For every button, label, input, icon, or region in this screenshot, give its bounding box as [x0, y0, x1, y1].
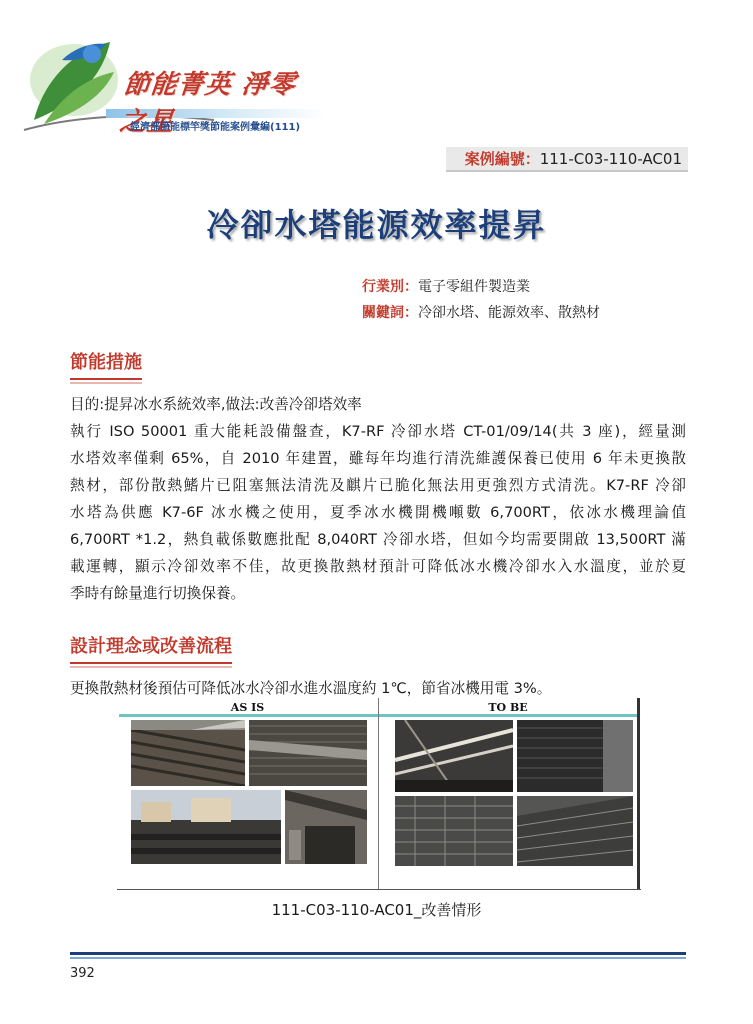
paragraph-line: 水塔效率僅剩 65%，自 2010 年建置，雖每年均進行清洗維護保養已使用 6 年未更換散 [70, 450, 686, 467]
paragraph-line: 6,700RT *1.2，熱負載係數應批配 8,040RT 冷卻水塔，但如今均需要開啟 13,500RT 滿 [70, 531, 686, 548]
case-number [446, 147, 688, 172]
paragraph-line: 目的:提昇冰水系統效率,做法:改善冷卻塔效率 [70, 396, 362, 413]
keywords-label: 關鍵詞： [362, 305, 418, 321]
as-is-photo-3 [131, 790, 281, 864]
as-is-photo-1 [131, 720, 245, 786]
to-be-photo-1 [395, 720, 513, 792]
logo-title: 節能菁英 淨零之星 [118, 70, 298, 137]
figure-divider [378, 698, 379, 889]
industry-value: 電子零組件製造業 [418, 279, 530, 295]
as-is-photo-2 [249, 720, 367, 786]
paragraph-line: 季時有餘量進行切換保養。 [70, 585, 246, 602]
case-number-label: 案例編號： [464, 150, 540, 168]
paragraph-line: 載運轉，顯示冷卻效率不佳，故更換散熱材預計可降低冰水機冷卻水入水溫度，並於夏 [70, 558, 686, 575]
figure-border [637, 698, 640, 889]
keywords-value: 冷卻水塔、能源效率、散熱材 [418, 305, 600, 321]
paragraph-line: 更換散熱材後預估可降低冰水冷卻水進水溫度約 1℃，節省冰機用電 3%。 [70, 680, 552, 697]
to-be-photo-4 [517, 796, 633, 866]
section-heading-measures: 節能措施 [70, 348, 142, 380]
case-number-value: 111-C03-110-AC01 [539, 150, 682, 168]
section-heading-design: 設計理念或改善流程 [70, 632, 232, 664]
paragraph-line: 熱材，部份散熱鰭片已阻塞無法清洗及麒片已脆化無法用更強烈方式清洗。K7-RF 冷卻 [70, 477, 686, 494]
page-number: 392 [70, 966, 95, 981]
header-logo [14, 20, 314, 135]
to-be-header: TO BE [488, 701, 528, 714]
page-title: 冷卻水塔能源效率提昇 [206, 206, 547, 244]
figure-caption: 111-C03-110-AC01_改善情形 [271, 901, 482, 919]
to-be-photo-3 [395, 796, 513, 866]
improvement-figure [117, 698, 641, 890]
industry-row [362, 276, 530, 296]
measures-paragraph [70, 391, 686, 607]
to-be-photo-2 [517, 720, 633, 792]
as-is-header: AS IS [230, 701, 265, 714]
industry-label: 行業別： [362, 279, 418, 295]
paragraph-line: 執行 ISO 50001 重大能耗設備盤查，K7-RF 冷卻水塔 CT-01/09/14(共 3 座)，經量測 [70, 423, 686, 440]
logo-subtitle: 經濟部節能標竿獎節能案例彙編(111) [130, 122, 301, 133]
paragraph-line: 水塔為供應 K7-6F 冰水機之使用，夏季冰水機開機噸數 6,700RT，依冰水機理論值 [70, 504, 686, 521]
as-is-photo-4 [285, 790, 367, 864]
footer-rule [70, 952, 686, 959]
keywords-row [362, 302, 600, 322]
